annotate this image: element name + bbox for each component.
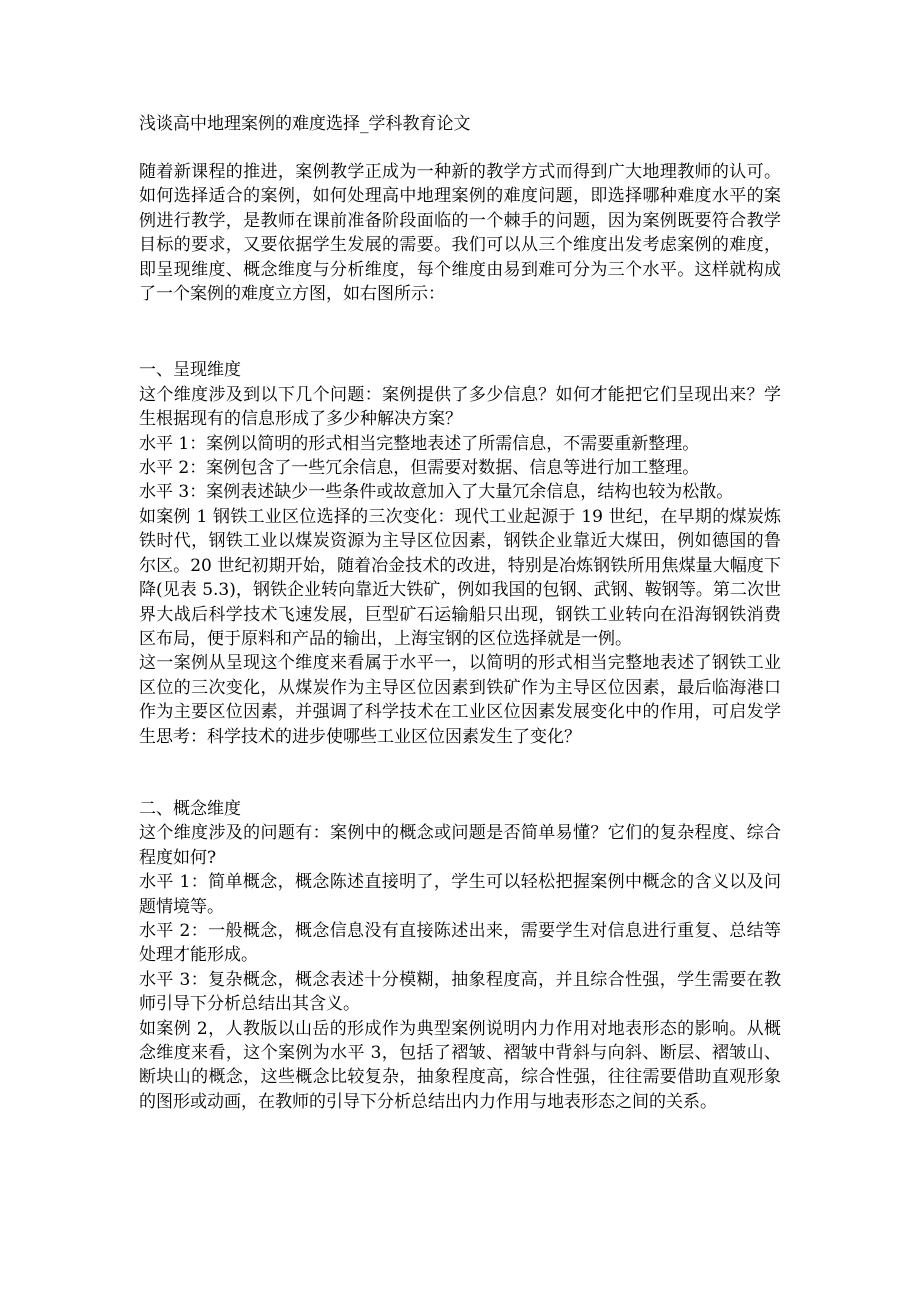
section-paragraph: 这个维度涉及到以下几个问题：案例提供了多少信息？如何才能把它们呈现出来？学生根据现有的信息形成了多少种解决方案？: [139, 384, 781, 430]
level-3-paragraph: 水平 3：案例表述缺少一些条件或故意加入了大量冗余信息，结构也较为松散。: [139, 482, 734, 503]
section-paragraph: 这个维度涉及的问题有：案例中的概念或问题是否简单易懂？它们的复杂程度、综合程度如何?: [139, 823, 781, 868]
intro-block: [139, 160, 781, 306]
article-title: 浅谈高中地理案例的难度选择_学科教育论文: [139, 114, 471, 134]
level-2-paragraph: 水平 2：案例包含了一些冗余信息，但需要对数据、信息等进行加工整理。: [139, 458, 700, 479]
intro-paragraph: 随着新课程的推进，案例教学正成为一种新的教学方式而得到广大地理教师的认可。如何选择适合的案例，如何处理高中地理案例的难度问题，即选择哪种难度水平的案例进行教学，是教师在课前准备阶段面临的一个棘手的问题，因为案例既要符合教学目标的要求，又要依据学生发展的需要。我们可以从三个维度出发考虑案例的难度，即呈现维度、概念维度与分析维度，每个维度由易到难可分为三个水平。这样就构成了一个案例的难度立方图，如右图所示：: [139, 162, 781, 305]
case-paragraph: 如案例 2，人教版以山岳的形成作为典型案例说明内力作用对地表形态的影响。从概念维度来看，这个案例为水平 3，包括了褶皱、褶皱中背斜与向斜、断层、褶皱山、断块山的概念，这些概念比较复杂，抽象程度高，综合性强，往往需要借助直观形象的图形或动画，在教师的引导下分析总结出内力作用与地表形态之间的关系。: [139, 1018, 781, 1112]
section-concept-dimension: [139, 797, 781, 1114]
level-3-paragraph: 水平 3：复杂概念，概念表述十分模糊，抽象程度高，并且综合性强，学生需要在教师引导下分析总结出其含义。: [139, 969, 781, 1015]
section-heading: 二、概念维度: [139, 798, 241, 819]
case-paragraph: 如案例 1 钢铁工业区位选择的三次变化：现代工业起源于 19 世纪，在早期的煤炭炼铁时代，钢铁工业以煤炭资源为主导区位因素，钢铁企业靠近大煤田，例如德国的鲁尔区。20 世纪初期开始，随着冶金技术的改进，特别是冶炼钢铁所用焦煤量大幅度下降(见表 5.3)，钢铁企业转向靠近大铁矿，例如我国的包钢、武钢、鞍钢等。第二次世界大战后科学技术飞速发展，巨型矿石运输船只出现，钢铁工业转向在沿海钢铁消费区布局，便于原料和产品的输出，上海宝钢的区位选择就是一例。: [139, 506, 781, 649]
article: [139, 112, 781, 1114]
section-presentation-dimension: [139, 358, 781, 749]
level-1-paragraph: 水平 1：案例以简明的形式相当完整地表述了所需信息，不需要重新整理。: [139, 433, 700, 454]
analysis-paragraph: 这一案例从呈现这个维度来看属于水平一，以简明的形式相当完整地表述了钢铁工业区位的三次变化，从煤炭作为主导区位因素到铁矿作为主导区位因素，最后临海港口作为主要区位因素，并强调了科学技术在工业区位因素发展变化中的作用，可启发学生思考：科学技术的进步使哪些工业区位因素发生了变化？: [139, 653, 781, 747]
level-2-paragraph: 水平 2：一般概念，概念信息没有直接陈述出来，需要学生对信息进行重复、总结等处理才能形成。: [139, 920, 781, 966]
section-heading: 一、呈现维度: [139, 360, 241, 381]
level-1-paragraph: 水平 1：简单概念，概念陈述直接明了，学生可以轻松把握案例中概念的含义以及问题情境等。: [139, 872, 781, 917]
